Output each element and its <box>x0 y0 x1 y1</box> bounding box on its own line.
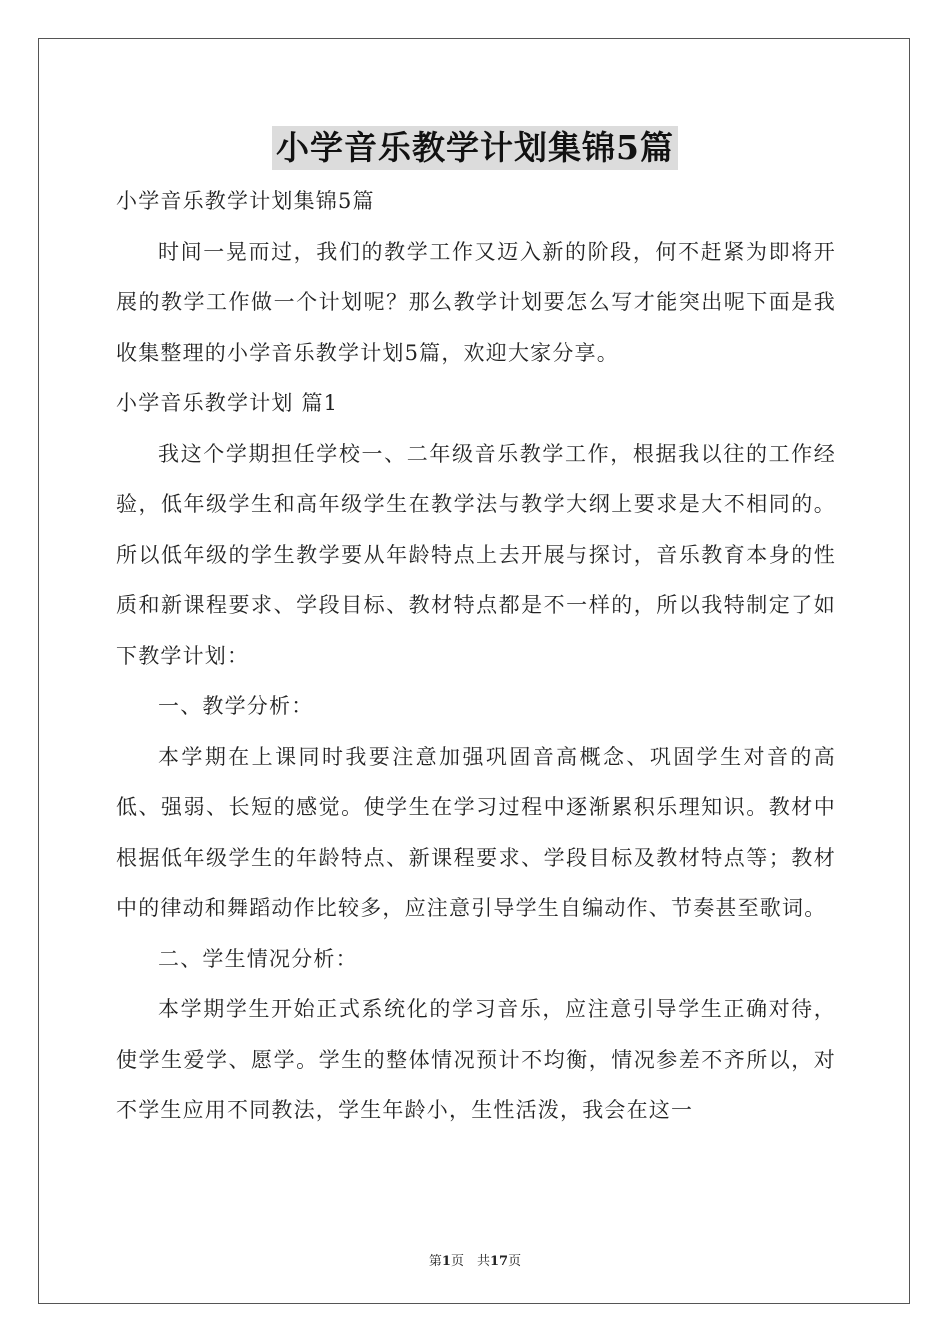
footer-suffix: 页 <box>508 1254 522 1269</box>
footer-mid: 页 共 <box>450 1254 490 1269</box>
paragraph: 小学音乐教学计划集锦5篇 <box>116 189 375 213</box>
document-body <box>116 176 836 1136</box>
footer-prefix: 第 <box>428 1254 442 1269</box>
document-title: 小学音乐教学计划集锦5篇 <box>272 126 678 170</box>
paragraph: 一、教学分析： <box>158 694 314 718</box>
footer-total-pages: 17 <box>489 1254 509 1269</box>
footer-page-number: 1 <box>441 1254 451 1269</box>
document-title-wrap <box>0 126 950 170</box>
paragraph: 小学音乐教学计划 篇1 <box>116 391 339 415</box>
page-footer <box>0 1250 950 1269</box>
paragraph: 我这个学期担任学校一、二年级音乐教学工作，根据我以往的工作经验，低年级学生和高年级学生在教学法与教学大纲上要求是大不相同的。所以低年级的学生教学要从年龄特点上去开展与探讨，音乐教育本身的性质和新课程要求、学段目标、教材特点都是不一样的，所以我特制定了如下教学计划： <box>116 441 836 668</box>
paragraph: 二、学生情况分析： <box>158 946 358 971</box>
paragraph: 时间一晃而过，我们的教学工作又迈入新的阶段，何不赶紧为即将开展的教学工作做一个计划呢？那么教学计划要怎么写才能突出呢下面是我收集整理的小学音乐教学计划5篇，欢迎大家分享。 <box>116 239 836 365</box>
paragraph: 本学期在上课同时我要注意加强巩固音高概念、巩固学生对音的高低、强弱、长短的感觉。使学生在学习过程中逐渐累积乐理知识。教材中根据低年级学生的年龄特点、新课程要求、学段目标及教材特点等；教材中的律动和舞蹈动作比较多，应注意引导学生自编动作、节奏甚至歌词。 <box>116 744 836 920</box>
paragraph: 本学期学生开始正式系统化的学习音乐，应注意引导学生正确对待，使学生爱学、愿学。学生的整体情况预计不均衡，情况参差不齐所以，对不学生应用不同教法，学生年龄小，生性活泼，我会在这一 <box>116 997 836 1122</box>
